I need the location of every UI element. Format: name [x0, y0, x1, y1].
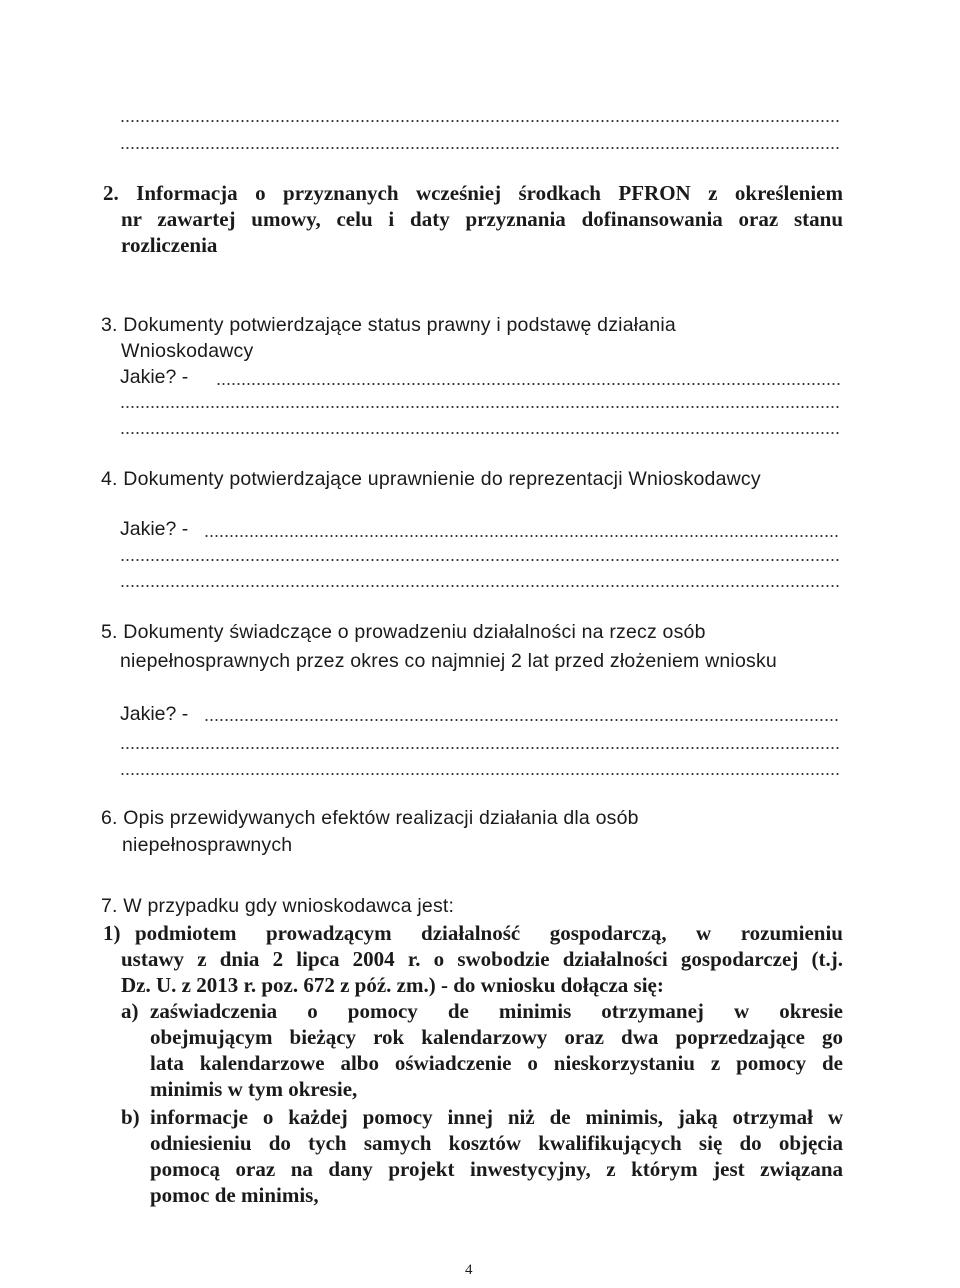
subitem-1-number: 1): [103, 921, 121, 945]
answer-line: [120, 119, 840, 123]
item-3-line-2: Wnioskodawcy: [121, 340, 254, 362]
item-4-line-1: 4. Dokumenty potwierdzające uprawnienie do reprezentacji Wnioskodawcy: [101, 468, 761, 490]
point-a-label: a): [121, 999, 139, 1023]
answer-line: [204, 534, 840, 538]
item-7-line-1: 7. W przypadku gdy wnioskodawca jest:: [101, 895, 455, 917]
point-b-line-1: informacje o każdej pomocy innej niż de minimis, jaką otrzymał w: [150, 1105, 843, 1129]
point-b-label: b): [121, 1105, 140, 1129]
point-b-line-3: pomocą oraz na dany projekt inwestycyjny, z którym jest związana: [150, 1157, 843, 1181]
page-number: 4: [465, 1262, 473, 1278]
point-a-line-4: minimis w tym okresie,: [150, 1077, 358, 1101]
answer-line: [204, 718, 840, 722]
answer-line: [120, 558, 840, 562]
item-2-line-3: rozliczenia: [121, 233, 218, 257]
answer-line: [120, 746, 840, 750]
item-5-line-2: niepełnosprawnych przez okres co najmniej 2 lat przed złożeniem wniosku: [120, 650, 777, 672]
subitem-1-line-3: Dz. U. z 2013 r. poz. 672 z póź. zm.) - do wniosku dołącza się:: [121, 973, 664, 997]
point-a-line-1: zaświadczenia o pomocy de minimis otrzymanej w okresie: [150, 999, 843, 1023]
item-6-line-2: niepełnosprawnych: [122, 834, 293, 856]
answer-line: [120, 772, 840, 776]
subitem-1-line-2: ustawy z dnia 2 lipca 2004 r. o swobodzie działalności gospodarczej (t.j.: [121, 947, 843, 971]
subitem-1-line-1: podmiotem prowadzącym działalność gospodarczą, w rozumieniu: [135, 921, 843, 945]
item-6-line-1: 6. Opis przewidywanych efektów realizacji działania dla osób: [101, 807, 639, 829]
answer-line: [216, 382, 840, 386]
item-4-question: Jakie? -: [120, 518, 189, 540]
point-a-line-2: obejmującym bieżący rok kalendarzowy oraz dwa poprzedzające go: [150, 1025, 843, 1049]
answer-line: [120, 584, 840, 588]
item-5-question: Jakie? -: [120, 703, 189, 725]
point-a-line-3: lata kalendarzowe albo oświadczenie o nieskorzystaniu z pomocy de: [150, 1051, 843, 1075]
point-b-line-2: odniesieniu do tych samych kosztów kwalifikujących się do objęcia: [150, 1131, 843, 1155]
answer-line: [120, 431, 840, 435]
item-2-line-2: nr zawartej umowy, celu i daty przyznania dofinansowania oraz stanu: [121, 207, 843, 231]
point-b-line-4: pomoc de minimis,: [150, 1183, 319, 1207]
item-3-line-1: 3. Dokumenty potwierdzające status prawny i podstawę działania: [101, 314, 676, 336]
answer-line: [120, 405, 840, 409]
item-5-line-1: 5. Dokumenty świadczące o prowadzeniu działalności na rzecz osób: [101, 621, 706, 643]
answer-line: [120, 146, 840, 150]
item-3-question: Jakie? -: [120, 366, 189, 388]
item-2-line-1: 2. Informacja o przyznanych wcześniej środkach PFRON z określeniem: [103, 181, 843, 205]
